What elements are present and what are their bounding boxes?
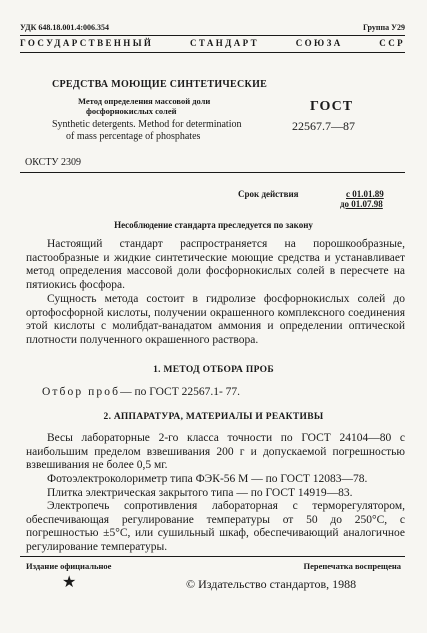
- header-top-rule: [20, 35, 405, 36]
- okstu-rule: [20, 172, 405, 173]
- okstu-code: ОКСТУ 2309: [25, 157, 82, 168]
- copyright-notice: © Издательство стандартов, 1988: [186, 577, 357, 591]
- validity-from: с 01.01.89: [346, 189, 384, 199]
- footer-rule: [20, 556, 405, 557]
- title-method-line-2: фосфорнокислых солей: [86, 106, 177, 116]
- intro-paragraph-1: Настоящий стандарт распространяется на порошкообразные, пастообразные и жидкие синтетические моющие средства и устанавливает метод определения массовой доли фосфорнокислых солей в пересчете на пятиокись фосфора.: [26, 238, 405, 291]
- sampling-word: Отбор проб: [42, 386, 121, 398]
- gost-label: ГОСТ: [310, 99, 354, 114]
- udc-code: УДК 648.18.001.4:006.354: [20, 23, 110, 32]
- reprint-prohibited: Перепечатка воспрещена: [303, 561, 401, 571]
- section-2-heading: 2. АППАРАТУРА, МАТЕРИАЛЫ И РЕАКТИВЫ: [103, 412, 324, 422]
- equipment-item-4: Электропечь сопротивления лабораторная с терморегулятором, обеспечивающая регулирование температуры от 50 до 250°С, с погрешностью ±5°С, или сушильный шкаф, обеспечивающий аналогичное регулирование температуры.: [26, 500, 405, 553]
- header-bottom-rule: [20, 52, 405, 53]
- title-english-line-1: Synthetic detergents. Method for determination: [52, 119, 242, 130]
- title-method-line-1: Метод определения массовой доли: [78, 96, 211, 106]
- intro-paragraph-2: Сущность метода состоит в гидролизе фосфорнокислых солей до ортофосфорной кислоты, получении окрашенного комплексного соединения этой кислоты с молибдат-ванадатом аммония и определении оптической плотности полученного окрашенного раствора.: [26, 293, 405, 346]
- gost-number: 22567.7—87: [292, 119, 355, 133]
- equipment-item-3: Плитка электрическая закрытого типа — по ГОСТ 14919—83.: [47, 487, 353, 499]
- equipment-item-2: Фотоэлектроколориметр типа ФЭК-56 М — по ГОСТ 12083—78.: [47, 473, 368, 485]
- title-english-line-2: of mass percentage of phosphates: [66, 131, 201, 142]
- validity-label: Срок действия: [238, 189, 299, 199]
- official-edition: Издание официальное: [26, 561, 112, 571]
- sampling-line: [42, 386, 240, 400]
- star-icon: ★: [62, 574, 77, 591]
- group-code: Группа У29: [362, 23, 405, 32]
- title-main: СРЕДСТВА МОЮЩИЕ СИНТЕТИЧЕСКИЕ: [52, 79, 268, 90]
- equipment-item-1: Весы лабораторные 2-го класса точности по ГОСТ 24104—80 с наибольшим пределом взвешивания 200 г и допускаемой погрешностью взвешивания не более 0,5 мг.: [26, 432, 405, 472]
- legal-warning: Несоблюдение стандарта преследуется по закону: [114, 220, 313, 230]
- validity-to: до 01.07.98: [340, 199, 383, 209]
- section-1-heading: 1. МЕТОД ОТБОРА ПРОБ: [153, 365, 274, 375]
- sampling-reference: — по ГОСТ 22567.1- 77.: [120, 386, 241, 398]
- state-standard-banner: ГОСУДАРСТВЕННЫЙ СТАНДАРТ СОЮЗА ССР: [20, 38, 405, 48]
